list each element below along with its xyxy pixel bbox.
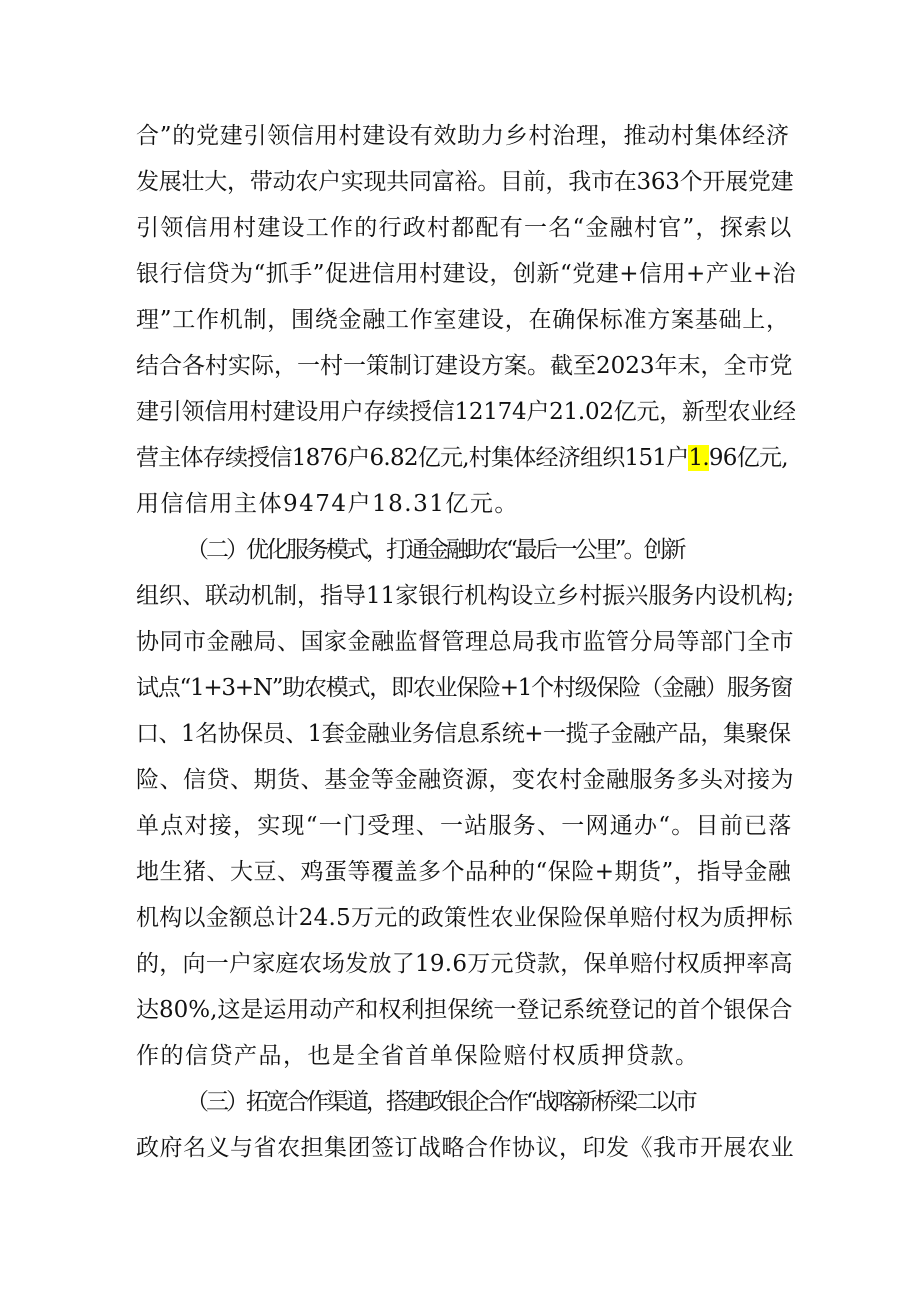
text-line: 结合各村实际，一村一策制订建设方案。截至2023年末，全市党: [136, 353, 793, 379]
text-line: 地生猪、大豆、鸡蛋等覆盖多个品种的“保险+期货”，指导金融: [136, 859, 792, 885]
text-segment: 营主体存续授信1876户6.82亿元,村集体经济组织151户: [136, 445, 689, 471]
text-line: 政府名义与省农担集团签订战略合作协议，印发《我市开展农业: [136, 1135, 794, 1161]
text-line: 协同市金融局、国家金融监督管理总局我市监管分局等部门全市: [136, 629, 794, 655]
text-line: 合”的党建引领信用村建设有效助力乡村治理，推动村集体经济: [136, 123, 790, 149]
text-segment: 96亿元,: [708, 445, 788, 471]
text-line: 试点“1+3+N”助农模式，即农业保险+1个村级保险（金融）服务窗: [136, 675, 793, 701]
text-line: 作的信贷产品，也是全省首单保险赔付权质押贷款。: [136, 1043, 700, 1069]
text-line: 机构以金额总计24.5万元的政策性农业保险保单赔付权为质押标: [136, 905, 793, 931]
text-line: 达80%,这是运用动产和权利担保统一登记系统登记的首个银保合: [136, 997, 793, 1023]
text-line: 险、信贷、期货、基金等金融资源，变农村金融服务多头对接为: [136, 767, 794, 793]
text-line: 引领信用村建设工作的行政村都配有一名“金融村官”，探索以: [136, 215, 793, 241]
paragraph-heading-line: （二）优化服务模式，打通金融助农“最后一公里”。创新: [186, 537, 684, 563]
text-line: 理”工作机制，围绕金融工作室建设，在确保标准方案基础上，: [136, 307, 790, 333]
text-line: 组织、联动机制，指导11家银行机构设立乡村振兴服务内设机构;: [136, 583, 795, 609]
text-line: 银行信贷为“抓手”促进信用村建设，创新“党建+信用+产业+治: [136, 261, 797, 287]
paragraph-heading-line: （三）拓宽合作渠道，搭建政银企合作“战喀新桥梁二以市: [186, 1089, 695, 1115]
text-line-with-highlight: [136, 439, 796, 477]
text-line: 用信信用主体9474户18.31亿元。: [136, 491, 519, 517]
text-line: 口、1名协保员、1套金融业务信息系统+一揽子金融产品，集聚保: [136, 721, 791, 747]
text-line: 单点对接，实现“一门受理、一站服务、一网通办“。目前已落: [136, 813, 793, 839]
text-line: 的，向一户家庭农场发放了19.6万元贷款，保单赔付权质押率高: [136, 951, 793, 977]
highlighted-text: 1.: [688, 445, 709, 471]
text-line: 发展壮大，带动农户实现共同富裕。目前，我市在363个开展党建: [136, 169, 794, 195]
text-line: 建引领信用村建设用户存续授信12174户21.02亿元，新型农业经: [136, 399, 796, 425]
